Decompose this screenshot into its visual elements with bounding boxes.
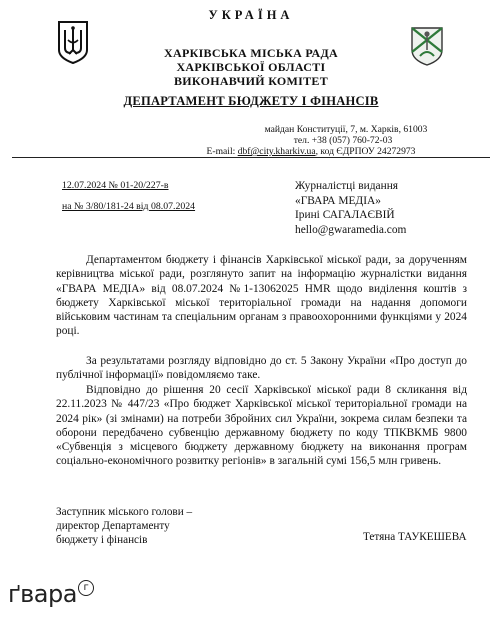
org-line-2: ХАРКІВСЬКОЇ ОБЛАСТІ <box>176 60 326 74</box>
outgoing-ref: 12.07.2024 № 01-20/227-в <box>62 180 169 191</box>
org-line-1: ХАРКІВСЬКА МІСЬКА РАДА <box>164 46 338 60</box>
signatory-line-2: директор Департаменту <box>56 520 170 532</box>
department-title: ДЕПАРТАМЕНТ БЮДЖЕТУ І ФІНАНСІВ <box>123 94 379 108</box>
gvara-watermark-logo <box>8 580 94 608</box>
addressee-line-3: Ірині САГАЛАЄВІЙ <box>295 209 395 221</box>
signatory-name: Тетяна ТАУКЕШЕВА <box>363 531 467 543</box>
paragraph-text: Відповідно до рішення 20 сесії Харківської міської ради 8 скликання від 22.11.2023 № 447/23 «Про бюджет Харківської міської територіальної громади на 2024 рік» (зі змінами) на потреби Збройних сил України, зокрема силам безпеки та оборони передбачено субвенцію державному бюджету по коду ТПКВКМБ 9800 «Субвенція з місцевого бюджету державному бюджету на виконання програм соціально-економічного розвитку регіонів» в загальній сумі 156,5 млн гривень. <box>56 384 467 468</box>
addressee-email[interactable]: hello@gwaramedia.com <box>295 223 407 236</box>
brand-mark-icon: г <box>78 580 94 596</box>
body-paragraph-3 <box>56 383 467 469</box>
body-paragraph-2 <box>56 354 467 383</box>
address-line: майдан Конституції, 7, м. Харків, 61003 <box>264 124 428 135</box>
country-title: УКРАЇНА <box>208 8 294 22</box>
email-link[interactable]: dbf@city.kharkiv.ua <box>237 146 316 157</box>
email-label: E-mail: <box>206 146 238 157</box>
signatory-line-1: Заступник міського голови – <box>56 506 193 518</box>
signatory-title <box>56 505 192 547</box>
paragraph-text: Департаментом бюджету і фінансів Харківської міської ради, за дорученням керівництва міської ради, розглянуто запит на інформацію журналістки видання «ГВАРА МЕДІА» від 08.07.2024 №1-13062025 HMR щодо виділення коштів з бюджету Харківської міської територіальної громади на надання допомоги військовим частинам та спеціальним органам з правоохоронними функціями у 2024 році. <box>56 254 467 338</box>
edrpou-code: , код ЄДРПОУ 24272973 <box>315 146 416 157</box>
addressee-line-2: «ГВАРА МЕДІА» <box>295 194 381 207</box>
signatory-line-3: бюджету і фінансів <box>56 534 148 546</box>
body-paragraph-1 <box>56 253 467 339</box>
paragraph-text: За результатами розгляду відповідно до ст. 5 Закону України «Про доступ до публічної інформації» повідомляємо таке. <box>56 355 467 382</box>
org-line-3: ВИКОНАВЧИЙ КОМІТЕТ <box>173 74 329 88</box>
addressee-block <box>295 179 406 237</box>
brand-text: ґвара <box>8 580 77 608</box>
phone-line: тел. +38 (057) 760-72-03 <box>293 135 393 146</box>
header-divider <box>12 157 490 158</box>
addressee-line-1: Журналістці видання <box>295 180 399 192</box>
incoming-ref: на № 3/80/181-24 від 08.07.2024 <box>62 201 196 212</box>
